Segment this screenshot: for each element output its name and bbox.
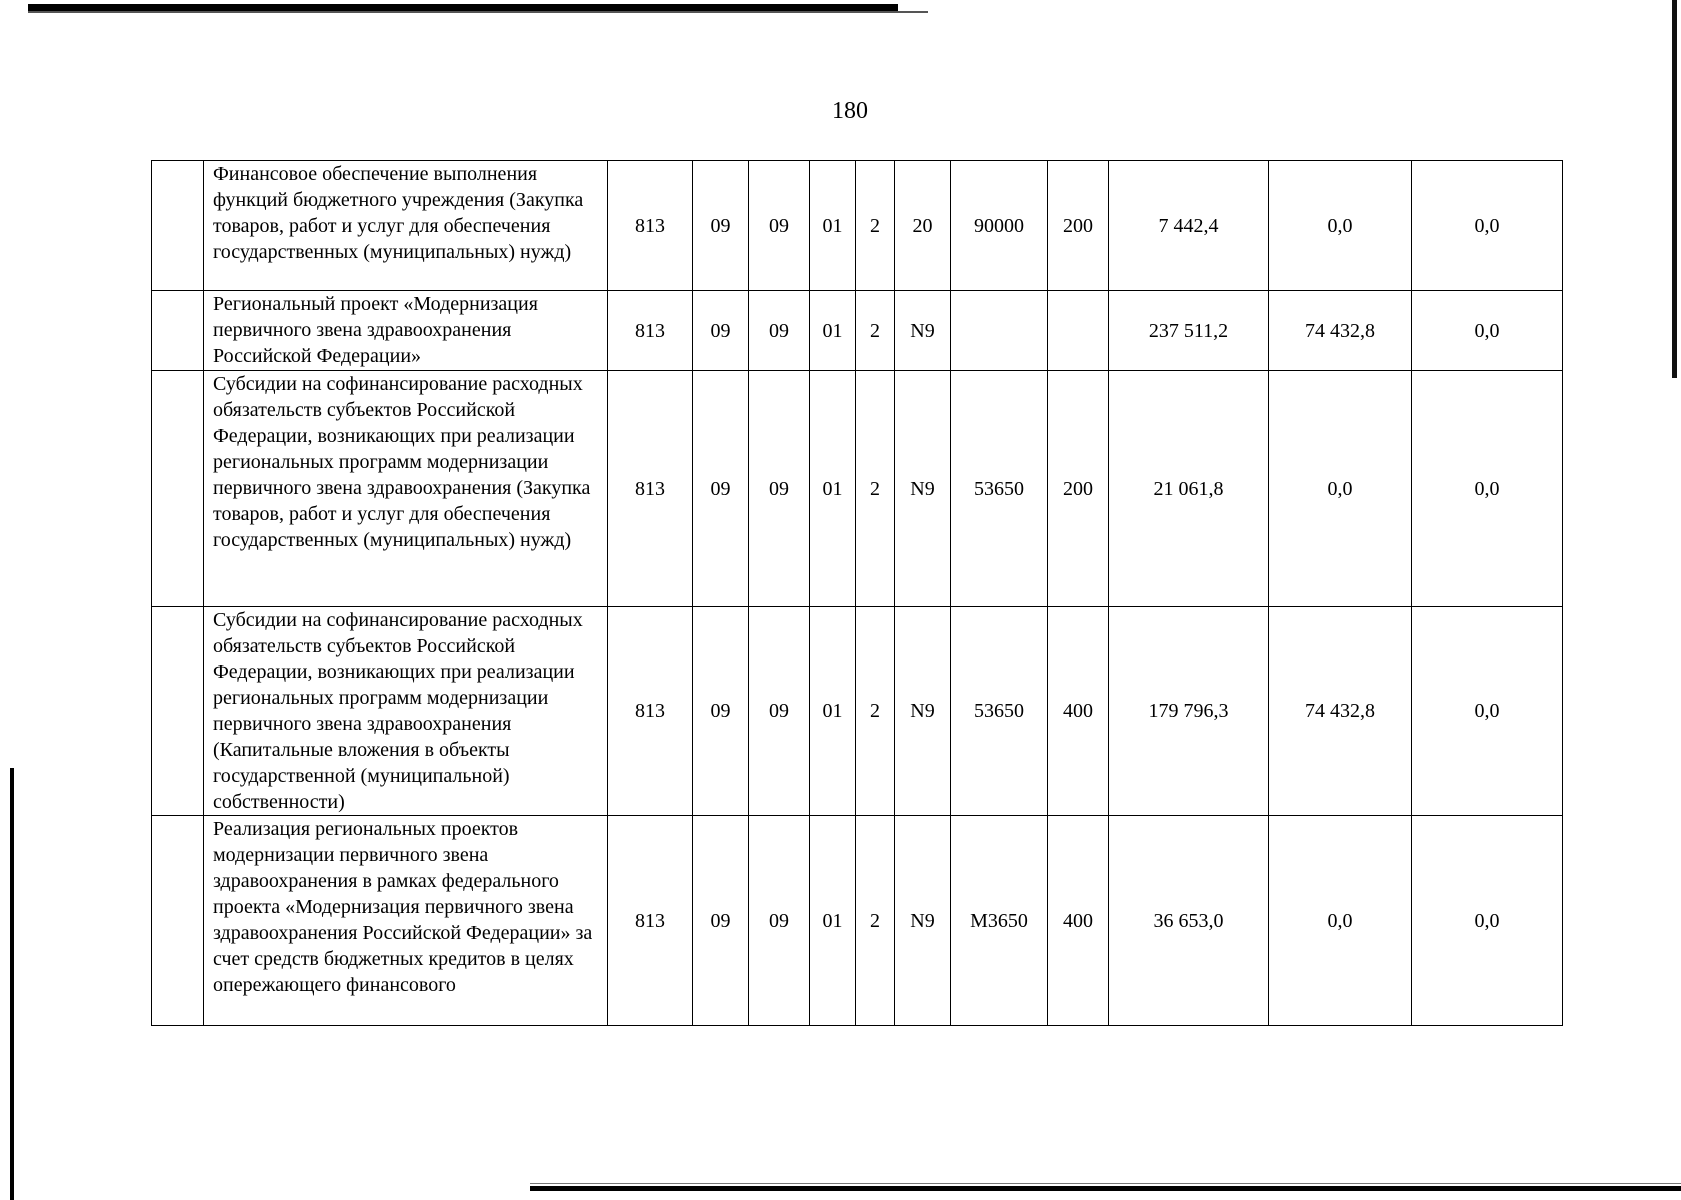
row-index-cell — [152, 371, 204, 607]
program-cell: 01 — [810, 816, 856, 1026]
project-cell: N9 — [895, 371, 951, 607]
subprogram-cell: 2 — [856, 371, 895, 607]
amount-3-cell: 0,0 — [1412, 371, 1563, 607]
subsection-cell: 09 — [749, 607, 810, 816]
subprogram-cell: 2 — [856, 161, 895, 291]
budget-table — [151, 160, 1563, 1026]
amount-1-cell: 237 511,2 — [1109, 291, 1269, 371]
project-cell: N9 — [895, 607, 951, 816]
section-cell: 09 — [693, 291, 749, 371]
direction-cell: 53650 — [951, 607, 1048, 816]
amount-3-cell: 0,0 — [1412, 816, 1563, 1026]
page-number: 180 — [832, 98, 868, 124]
section-cell: 09 — [693, 816, 749, 1026]
subprogram-cell: 2 — [856, 291, 895, 371]
amount-3-cell: 0,0 — [1412, 161, 1563, 291]
table-row — [152, 291, 1563, 371]
code-cell: 813 — [608, 161, 693, 291]
table-row — [152, 161, 1563, 291]
subsection-cell: 09 — [749, 816, 810, 1026]
description-cell: Субсидии на софинансирование расходных обязательств субъектов Российской Федерации, возникающих при реализации региональных программ модернизации первичного звена здравоохранения (Капитальные вложения в объекты государственной (муниципальной) собственности) — [204, 607, 608, 816]
project-cell: 20 — [895, 161, 951, 291]
subprogram-cell: 2 — [856, 816, 895, 1026]
description-cell: Субсидии на софинансирование расходных обязательств субъектов Российской Федерации, возникающих при реализации региональных программ модернизации первичного звена здравоохранения (Закупка товаров, работ и услуг для обеспечения государственных (муниципальных) нужд) — [204, 371, 608, 607]
program-cell: 01 — [810, 607, 856, 816]
direction-cell: M3650 — [951, 816, 1048, 1026]
code-cell: 813 — [608, 291, 693, 371]
project-cell: N9 — [895, 816, 951, 1026]
expense-type-cell: 200 — [1048, 371, 1109, 607]
subsection-cell: 09 — [749, 371, 810, 607]
scan-edge-left — [10, 768, 14, 1200]
scan-edge-top — [28, 4, 898, 11]
section-cell: 09 — [693, 161, 749, 291]
amount-1-cell: 36 653,0 — [1109, 816, 1269, 1026]
section-cell: 09 — [693, 371, 749, 607]
program-cell: 01 — [810, 161, 856, 291]
section-cell: 09 — [693, 607, 749, 816]
code-cell: 813 — [608, 816, 693, 1026]
row-index-cell — [152, 161, 204, 291]
scan-edge-right — [1672, 0, 1677, 378]
description-cell: Реализация региональных проектов модернизации первичного звена здравоохранения в рамках федерального проекта «Модернизация первичного звена здравоохранения Российской Федерации» за счет средств бюджетных кредитов в целях опережающего финансового — [204, 816, 608, 1026]
table-row — [152, 607, 1563, 816]
expense-type-cell: 200 — [1048, 161, 1109, 291]
scan-edge-bottom — [530, 1186, 1681, 1191]
amount-3-cell: 0,0 — [1412, 607, 1563, 816]
program-cell: 01 — [810, 291, 856, 371]
project-cell: N9 — [895, 291, 951, 371]
description-cell: Региональный проект «Модернизация первичного звена здравоохранения Российской Федерации» — [204, 291, 608, 371]
expense-type-cell — [1048, 291, 1109, 371]
subprogram-cell: 2 — [856, 607, 895, 816]
table-row — [152, 371, 1563, 607]
description-cell: Финансовое обеспечение выполнения функций бюджетного учреждения (Закупка товаров, работ и услуг для обеспечения государственных (муниципальных) нужд) — [204, 161, 608, 291]
amount-1-cell: 179 796,3 — [1109, 607, 1269, 816]
amount-2-cell: 74 432,8 — [1269, 291, 1412, 371]
amount-2-cell: 0,0 — [1269, 371, 1412, 607]
expense-type-cell: 400 — [1048, 816, 1109, 1026]
row-index-cell — [152, 607, 204, 816]
program-cell: 01 — [810, 371, 856, 607]
code-cell: 813 — [608, 607, 693, 816]
amount-2-cell: 74 432,8 — [1269, 607, 1412, 816]
subsection-cell: 09 — [749, 161, 810, 291]
scan-edge-bottom-thin — [530, 1183, 1681, 1184]
scan-edge-top-thin — [28, 11, 928, 13]
direction-cell: 53650 — [951, 371, 1048, 607]
table-row — [152, 816, 1563, 1026]
code-cell: 813 — [608, 371, 693, 607]
direction-cell: 90000 — [951, 161, 1048, 291]
amount-3-cell: 0,0 — [1412, 291, 1563, 371]
expense-type-cell: 400 — [1048, 607, 1109, 816]
amount-1-cell: 21 061,8 — [1109, 371, 1269, 607]
row-index-cell — [152, 816, 204, 1026]
amount-1-cell: 7 442,4 — [1109, 161, 1269, 291]
row-index-cell — [152, 291, 204, 371]
subsection-cell: 09 — [749, 291, 810, 371]
amount-2-cell: 0,0 — [1269, 816, 1412, 1026]
direction-cell — [951, 291, 1048, 371]
amount-2-cell: 0,0 — [1269, 161, 1412, 291]
